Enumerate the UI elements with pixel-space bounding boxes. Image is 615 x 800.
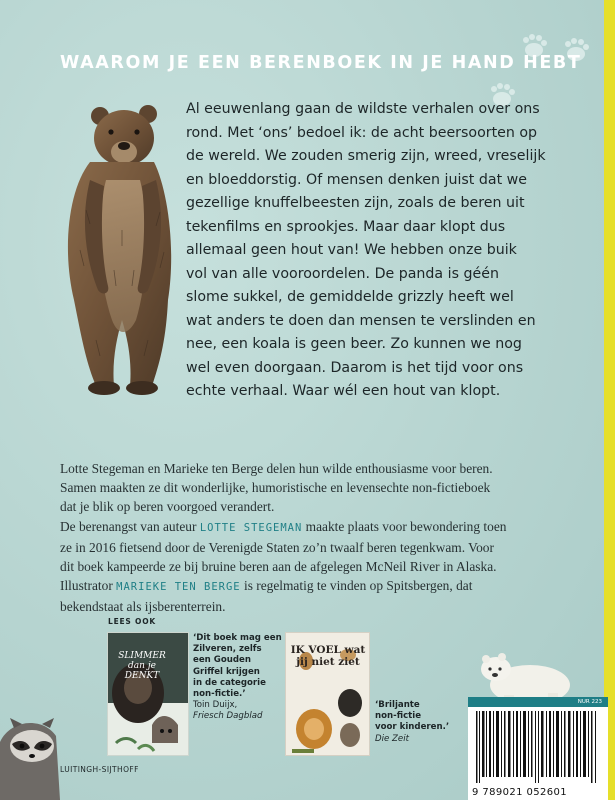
- intro-line: gezellige knuffelbeesten zijn, zoals de beren uit: [186, 195, 525, 211]
- book2-quote: [375, 700, 449, 745]
- paragraph-line: dat je blik op beren voorgoed verandert.: [60, 499, 275, 514]
- quote-line: non-fictie: [375, 711, 422, 722]
- brown-bear-illustration: [56, 100, 184, 400]
- illustrator-name: MARIEKE TEN BERGE: [116, 581, 241, 593]
- book1-quote: [193, 633, 282, 723]
- authors-paragraph: [60, 459, 580, 516]
- bio-text: Illustrator: [60, 578, 117, 593]
- publisher-name: LUITINGH-SIJTHOFF: [60, 765, 139, 774]
- intro-line: wat anders te doen dan mensen te verslinden en: [186, 312, 536, 329]
- intro-line: echte verhaal. Waar wél een hout van klopt.: [186, 383, 501, 399]
- barcode-bars: [468, 711, 608, 787]
- isbn-number: 9 789021 052601: [472, 787, 568, 798]
- intro-line: de wereld. We zouden smerig zijn, wreed, vreselijk: [186, 148, 546, 164]
- intro-line: tekenfilms en sprookjes. Maar daar klopt dus: [186, 218, 506, 235]
- paragraph-line: ze in 2016 fietsend door de Verenigde Staten zo’n twaalf beren tegenkwam. Voor: [60, 540, 494, 555]
- quote-line: voor kinderen.’: [375, 722, 450, 733]
- paragraph-line: Lotte Stegeman en Marieke ten Berge delen hun wilde enthousiasme voor beren.: [60, 461, 493, 476]
- lees-ook-label: LEES OOK: [108, 617, 157, 626]
- quote-source-name: Toin Duijx,: [193, 700, 238, 711]
- quote-line: een Gouden: [193, 655, 251, 666]
- intro-line: rond. Met ‘ons’ bedoel ik: de acht beersoorten op: [186, 124, 538, 141]
- paragraph-line: bekendstaat als ijsberenterrein.: [60, 599, 226, 614]
- bio-text: maakte plaats voor bewondering toen: [302, 519, 507, 534]
- quote-line: in de categorie: [193, 677, 266, 688]
- quote-source-publication: Friesch Dagblad: [193, 711, 263, 722]
- quote-line: ‘Dit boek mag een: [193, 633, 282, 643]
- book1-title: SLIMMER dan je DENKT: [118, 651, 166, 681]
- intro-line: vol van alle vooroordelen. De panda is géén: [186, 265, 499, 282]
- nur-strip: [468, 697, 608, 707]
- quote-line: non-fictie.’: [193, 689, 246, 700]
- intro-line: allemaal geen hout van! We hebben onze buik: [186, 242, 517, 258]
- bio-paragraph: [60, 517, 580, 616]
- headline: WAAROM JE EEN BERENBOEK IN JE HAND HEBT: [60, 53, 582, 73]
- bio-text: is regelmatig te vinden op Spitsbergen, dat: [240, 578, 473, 593]
- intro-line: Al eeuwenlang gaan de wildste verhalen over ons: [186, 101, 540, 117]
- intro-line: nee, een koala is geen beer. Zo kunnen we nog: [186, 336, 522, 352]
- author-name: LOTTE STEGEMAN: [199, 522, 303, 534]
- quote-line: Griffel krijgen: [193, 666, 260, 677]
- intro-line: wel even doorgaan. Daarom is het tijd voor ons: [186, 359, 524, 376]
- bio-text: De berenangst van auteur: [60, 519, 200, 534]
- paragraph-line: dit boek kampeerde ze bij bruine beren aan de afgelegen McNeil River in Alaska.: [60, 559, 497, 574]
- paragraph-line: Samen maakten ze dit wonderlijke, humoristische en levensechte non-fictieboek: [60, 480, 491, 495]
- paragraph-line: [60, 576, 580, 597]
- bear-intro-text: [186, 98, 606, 404]
- nur-code: NUR 223: [577, 699, 602, 705]
- paragraph-line: [60, 517, 580, 538]
- quote-line: ‘Briljante: [375, 700, 420, 710]
- intro-line: slome sukkel, de gemiddelde grizzly heeft wel: [186, 289, 514, 305]
- intro-line: en bloeddorstig. Of mensen denken juist dat we: [186, 171, 527, 188]
- quote-line: Zilveren, zelfs: [193, 644, 262, 655]
- book-cover-ik-voel: [285, 632, 370, 756]
- book-cover-slimmer: [107, 632, 189, 756]
- raccoon-illustration: [0, 712, 62, 800]
- quote-source-publication: Die Zeit: [375, 733, 409, 744]
- polar-bear-illustration: [478, 645, 576, 705]
- book2-title: IK VOEL wat jij niet ziet: [290, 644, 366, 668]
- barcode: [468, 707, 608, 800]
